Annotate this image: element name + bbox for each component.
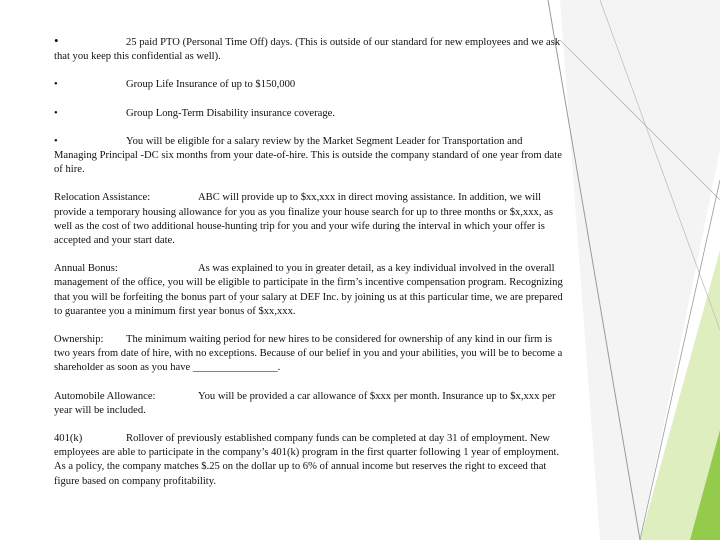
section-label: Annual Bonus:	[54, 263, 118, 275]
section-text: Rollover of previously established company funds can be completed at day 31 of employment. New employees are able to participate in the company’s 401(k) program in the first quarter following 1 year of employment. As a policy, the company matches $.25 on the dollar up to 6% of annual income but reserves the right to exceed that figure based on company profitability.	[54, 433, 560, 487]
bullet-marker: •	[54, 107, 58, 119]
section-label: Ownership:	[54, 334, 104, 346]
section-text: ABC will provide up to $xx,xxx in direct moving assistance. In addition, we will provide a temporary housing allowance for you as you finalize your house search for up to three months or $x,xxx, as well as the cost of two additional house-hunting trip for you and your wife during the interval in which your offer is accepted and your start date.	[54, 192, 553, 247]
bullet-text: 25 paid PTO (Personal Time Off) days. (This is outside of our standard for new employees and we ask that you keep this confidential as well).	[54, 37, 561, 63]
bullet-item	[54, 78, 566, 92]
bullet-item	[54, 34, 566, 64]
bullet-text: Group Life Insurance of up to $150,000	[126, 79, 296, 91]
bullet-marker: •	[54, 135, 58, 147]
bullet-marker: •	[54, 79, 58, 91]
section-relocation	[54, 191, 566, 248]
document-body	[54, 34, 566, 503]
bullet-text: Group Long-Term Disability insurance coverage.	[126, 107, 336, 119]
section-annual-bonus	[54, 262, 566, 319]
bullet-text: You will be eligible for a salary review by the Market Segment Leader for Transportation and Managing Principal -DC six months from your date-of-hire. This is outside the company standard of one year from date of hire.	[54, 135, 562, 176]
bullet-marker: •	[54, 33, 59, 48]
section-automobile-allowance	[54, 390, 566, 418]
section-label: 401(k)	[54, 433, 83, 445]
section-text: The minimum waiting period for new hires to be considered for ownership of any kind in our firm is two years from date of hire, with no exceptions. Because of our belief in you and your abilities, you will be to become a shareholder as soon as you have ________________.	[54, 334, 563, 374]
section-text: As was explained to you in greater detail, as a key individual involved in the overall management of the office, you will be eligible to participate in the firm’s incentive compensation program. Recognizing that you will be forfeiting the bonus part of your salary at DEF Inc. by joining us at this particular time, we are prepared to guarantee you a minimum first year bonus of $xx,xxx.	[54, 263, 563, 317]
section-label: Relocation Assistance:	[54, 192, 151, 204]
bullet-item	[54, 135, 566, 178]
bullet-item	[54, 107, 566, 121]
section-401k	[54, 432, 566, 489]
section-ownership	[54, 333, 566, 376]
section-text: You will be provided a car allowance of $xxx per month. Insurance up to $x,xxx per year will be included.	[54, 390, 556, 416]
section-label: Automobile Allowance:	[54, 390, 156, 402]
